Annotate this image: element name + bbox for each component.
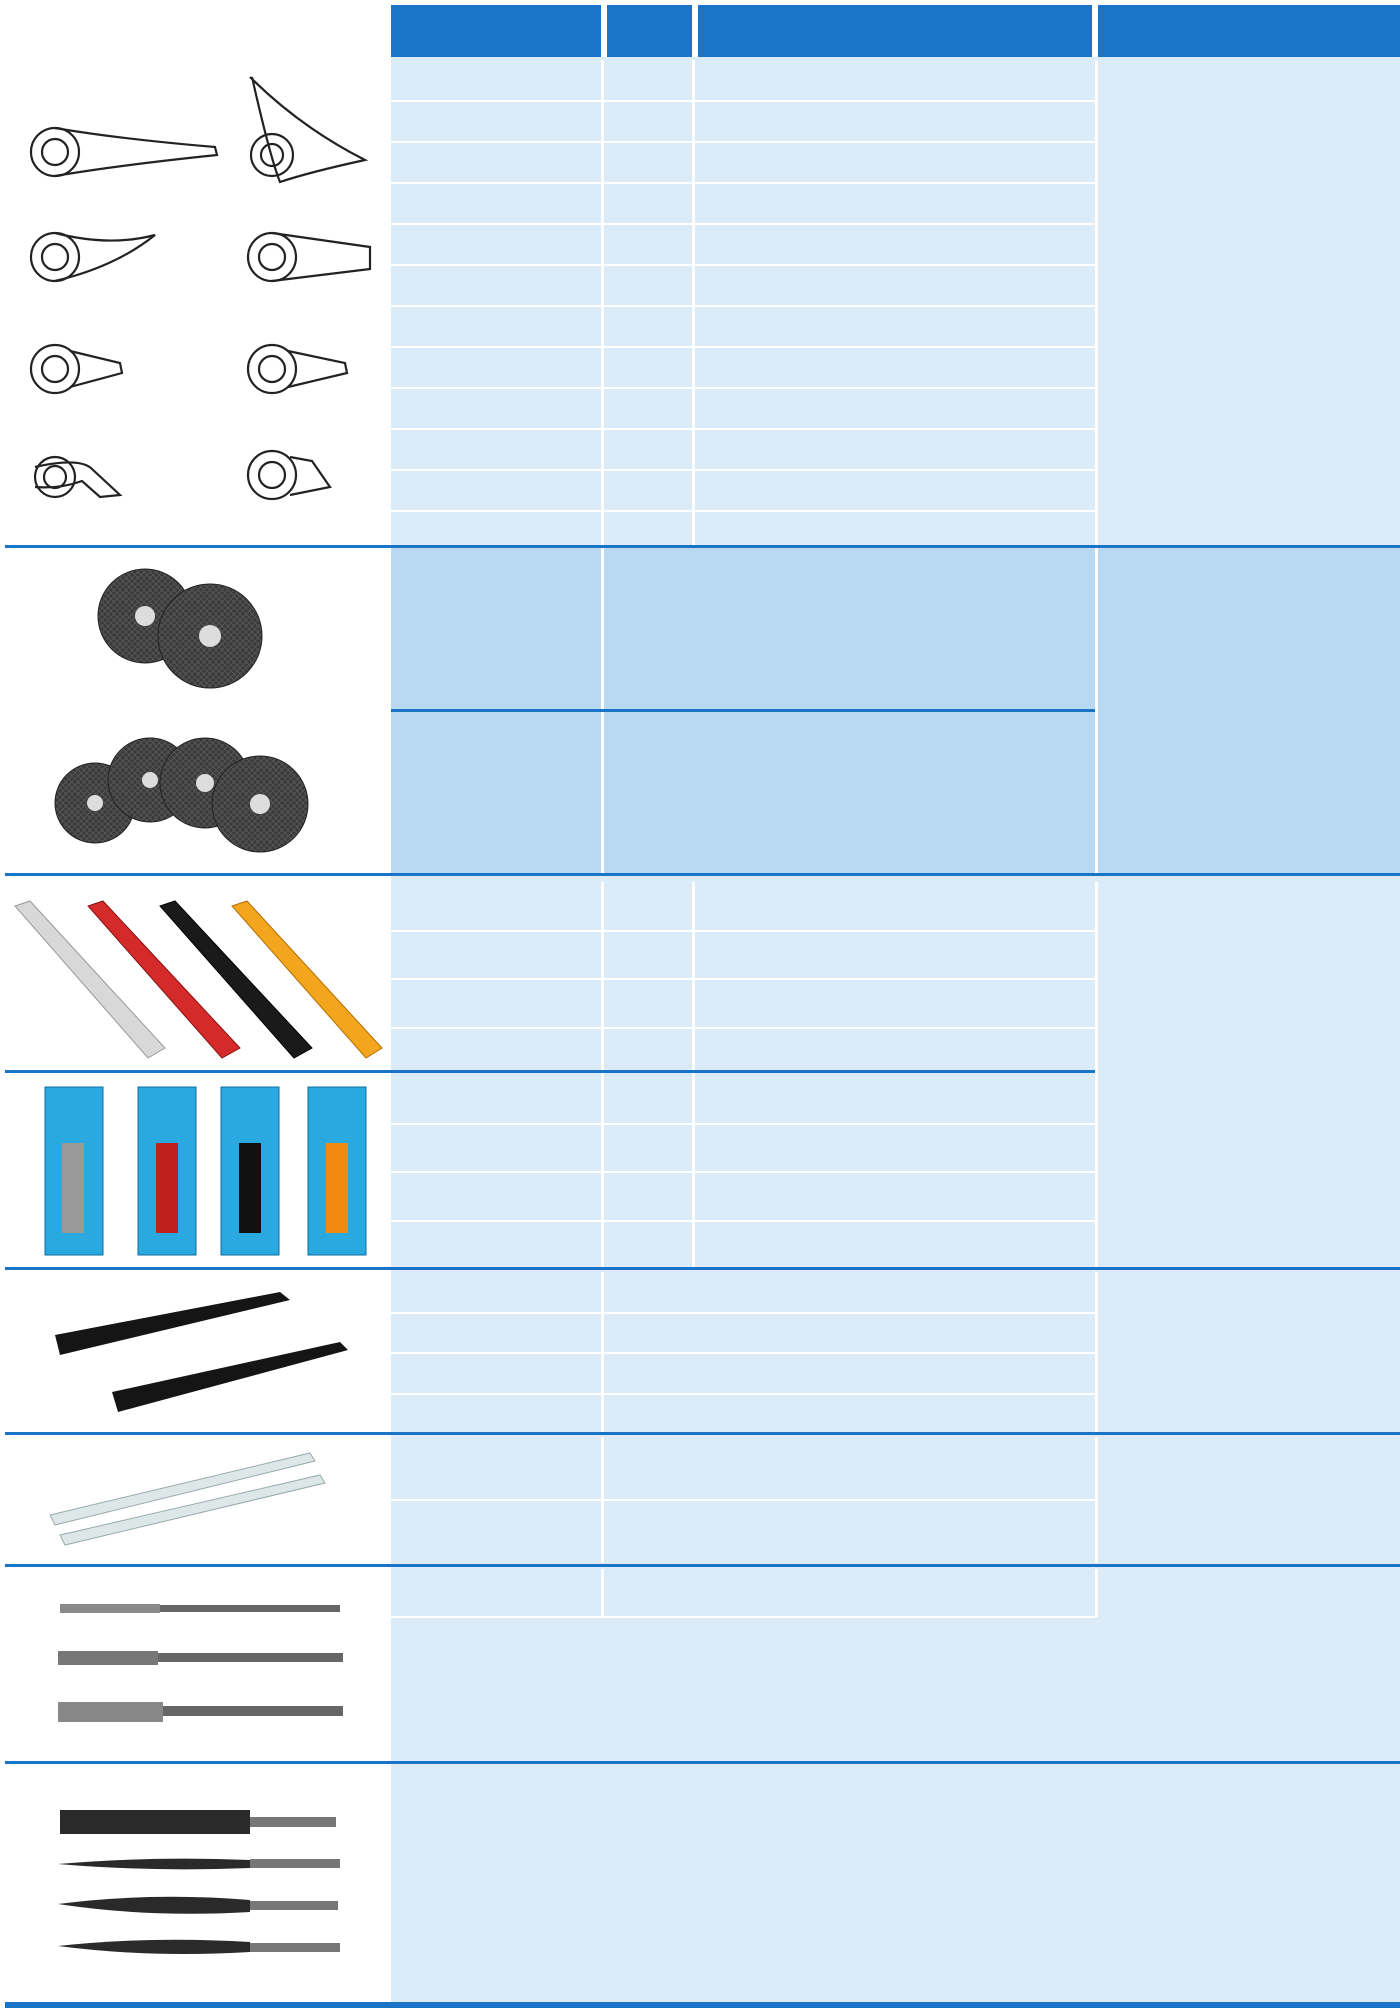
- column-divider: [1095, 882, 1098, 1076]
- part-no-cell: [391, 1075, 601, 1124]
- files-illustration: [0, 1764, 391, 2002]
- description-cell: [698, 183, 1092, 224]
- row-divider: [391, 1616, 1095, 1618]
- part-no-cell: [391, 265, 601, 306]
- description-cell: [698, 882, 1092, 931]
- column-divider: [601, 1569, 604, 1617]
- part-no-cell: [391, 1221, 601, 1270]
- index-cell: [607, 470, 692, 511]
- index-cell: [607, 1028, 692, 1077]
- index-cell: [607, 1075, 692, 1124]
- part-no-cell: [391, 306, 601, 347]
- s6114-blades-illustration: [0, 1435, 391, 1564]
- index-cell: [607, 142, 692, 183]
- part-no-cell: [391, 979, 601, 1028]
- description-cell: [698, 931, 1092, 980]
- index-cell: [607, 882, 692, 931]
- part-no-cell: [391, 183, 601, 224]
- s6113-blades-illustration: [0, 1270, 391, 1432]
- part-no-cell: [391, 1272, 601, 1313]
- part-no-cell: [391, 1394, 601, 1435]
- description-cell: [698, 979, 1092, 1028]
- part-no-cell: [391, 101, 601, 142]
- column-divider: [601, 1437, 604, 1563]
- knife-blades-illustration: [0, 57, 391, 545]
- description-cell: [698, 101, 1092, 142]
- part-no-cell: [391, 1124, 601, 1173]
- description-cell: [698, 265, 1092, 306]
- part-no-cell: [391, 882, 601, 931]
- part-no-cell: [391, 142, 601, 183]
- description-cell: [698, 60, 1092, 101]
- index-cell: [607, 183, 692, 224]
- description-cell: [698, 347, 1092, 388]
- description-cell: [698, 1172, 1092, 1221]
- index-cell: [607, 306, 692, 347]
- part-no-cell: [391, 1500, 601, 1563]
- part-no-tp-6027b: [391, 620, 601, 652]
- index-cell: [607, 429, 692, 470]
- index-cell: [607, 265, 692, 306]
- header-for-air-tools: [1098, 5, 1400, 57]
- part-no-cell: [391, 931, 601, 980]
- column-divider: [692, 1075, 695, 1269]
- part-no-cell: [391, 224, 601, 265]
- description-cell: [607, 1394, 1092, 1435]
- part-no-cell: [391, 60, 601, 101]
- description-cell: [698, 306, 1092, 347]
- description-cell: [698, 224, 1092, 265]
- part-no-tp-6027c: [391, 780, 601, 812]
- part-no-cell: [391, 347, 601, 388]
- part-no-cell: [391, 470, 601, 511]
- f6067-section-bg: [391, 1764, 1400, 2002]
- column-divider: [692, 882, 695, 1076]
- description-cell: [607, 1569, 1092, 1617]
- index-cell: [607, 388, 692, 429]
- disk-illustration: [0, 548, 391, 873]
- column-divider: [1095, 1569, 1098, 1617]
- description-cell: [607, 1272, 1092, 1313]
- column-divider: [601, 1075, 604, 1269]
- part-no-cell: [391, 1172, 601, 1221]
- description-cell: [698, 470, 1092, 511]
- description-cell: [607, 1437, 1092, 1500]
- part-no-cell: [391, 388, 601, 429]
- part-no-cell: [391, 429, 601, 470]
- column-divider: [601, 60, 604, 552]
- index-cell: [607, 1124, 692, 1173]
- index-cell: [607, 101, 692, 142]
- saw-blades-illustration: [0, 876, 391, 1070]
- disk-row-divider: [391, 709, 1095, 712]
- part-no-cell: [391, 1437, 601, 1500]
- column-divider: [1095, 1272, 1098, 1434]
- header-index: [607, 5, 692, 57]
- header-description: [698, 5, 1092, 57]
- column-divider: [1095, 60, 1098, 552]
- part-no-cell: [391, 1569, 601, 1617]
- column-divider: [1095, 1437, 1098, 1563]
- description-cell: [698, 1028, 1092, 1077]
- column-divider: [601, 882, 604, 1076]
- description-cell: [698, 142, 1092, 183]
- description-cell: [607, 1500, 1092, 1563]
- diamond-files-illustration: [0, 1567, 391, 1761]
- column-divider: [1095, 1075, 1098, 1269]
- index-cell: [607, 979, 692, 1028]
- part-no-cell: [391, 1313, 601, 1354]
- index-cell: [607, 60, 692, 101]
- column-divider: [601, 1272, 604, 1434]
- description-cell: [607, 1313, 1092, 1354]
- index-cell: [607, 224, 692, 265]
- header-part-no: [391, 5, 601, 57]
- description-cell: [607, 1353, 1092, 1394]
- description-cell: [698, 1124, 1092, 1173]
- description-cell: [698, 1075, 1092, 1124]
- column-divider: [692, 60, 695, 552]
- index-cell: [607, 931, 692, 980]
- section-divider: [5, 2002, 1400, 2008]
- disk-col-divider: [1095, 548, 1098, 873]
- index-cell: [607, 347, 692, 388]
- index-cell: [607, 1172, 692, 1221]
- part-no-cell: [391, 1353, 601, 1394]
- part-no-cell: [391, 1028, 601, 1077]
- index-cell: [607, 1221, 692, 1270]
- description-cell: [698, 429, 1092, 470]
- description-cell: [698, 1221, 1092, 1270]
- description-cell: [698, 388, 1092, 429]
- saw-packs-illustration: [0, 1073, 391, 1267]
